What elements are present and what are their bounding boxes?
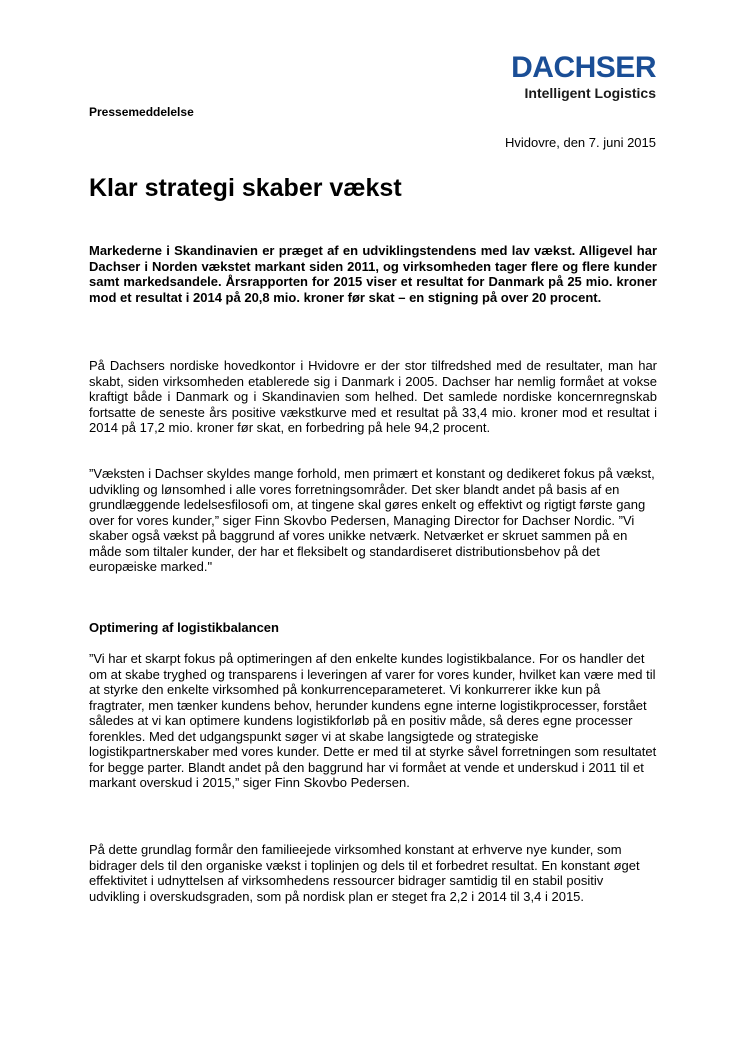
logo-wordmark: DACHSER — [511, 51, 656, 84]
body-paragraph-1: På Dachsers nordiske hovedkontor i Hvidovre er der stor tilfredshed med de resultater, man har skabt, siden virksomheden etablerede sig i Danmark i 2005. Dachser har nemlig formået at vokse kraftigt både i Danmark og i Skandinavien som helhed. Det samlede nordiske koncernregnskab fortsatte de seneste års positive vækstkurve med et resultat på 33,4 mio. kroner mod et resultat i 2014 på 17,2 mio. kroner før skat, en forbedring på hele 94,2 procent. — [89, 358, 657, 435]
document-type-label: Pressemeddelelse — [89, 105, 194, 119]
section-heading: Optimering af logistikbalancen — [89, 620, 279, 635]
page-title: Klar strategi skaber vækst — [89, 174, 402, 202]
lead-paragraph: Markederne i Skandinavien er præget af en udviklingstendens med lav vækst. Alligevel har Dachser i Norden vækstet markant siden 2011, og virksomheden tager flere og flere kunder samt markedsandele. Årsrapporten for 2015 viser et resultat for Danmark på 25 mio. kroner mod et resultat i 2014 på 20,8 mio. kroner før skat – en stigning på over 20 procent. — [89, 243, 657, 305]
body-paragraph-4: På dette grundlag formår den familieejede virksomhed konstant at erhverve nye kunder, som bidrager dels til den organiske vækst i toplinjen og dels til et forbedret resultat. En konstant øget effektivitet i udnyttelsen af virksomhedens ressourcer bidrager samtidig til en stabil positiv udvikling i overskudsgraden, som på nordisk plan er steget fra 2,2 i 2014 til 3,4 i 2015. — [89, 842, 640, 904]
company-logo — [508, 52, 656, 101]
body-paragraph-3: ”Vi har et skarpt fokus på optimeringen af den enkelte kundes logistikbalance. For os handler det om at skabe tryghed og transparens i leveringen af varer for vores kunder, hvilket kan være med til at styrke den enkelte virksomhed på konkurrenceparameteret. Vi konkurrerer ikke kun på fragtrater, men tænker kundens behov, herunder kundens egne interne logistikprocesser, forstået således at vi kan optimere kundens logistikforløb på en positiv måde, så deres egne processer forenkles. Med det udgangspunkt søger vi at skabe langsigtede og strategiske logistikpartnerskaber med vores kunder. Dette er med til at styrke såvel forretningen som resultatet for begge parter. Blandt andet på den baggrund har vi formået at vende et underskud i 2011 til et markant overskud i 2015,” siger Finn Skovbo Pedersen. — [89, 651, 657, 790]
body-paragraph-2: ”Væksten i Dachser skyldes mange forhold, men primært et konstant og dedikeret fokus på vækst, udvikling og lønsomhed i alle vores forretningsområder. Det sker blandt andet på basis af en grundlæggende ledelsesfilosofi om, at tingene skal gøres enkelt og effektivt og rigtigt første gang over for vores kunder,” siger Finn Skovbo Pedersen, Managing Director for Dachser Nordic. ”Vi skaber også vækst på baggrund af vores unikke netværk. Netværket er skruet sammen på en måde som tiltaler kunder, der har et fleksibelt og standardiseret distributionsbehov på det europæiske marked." — [89, 466, 655, 574]
logo-tagline: Intelligent Logistics — [524, 85, 656, 101]
dateline: Hvidovre, den 7. juni 2015 — [504, 135, 656, 150]
